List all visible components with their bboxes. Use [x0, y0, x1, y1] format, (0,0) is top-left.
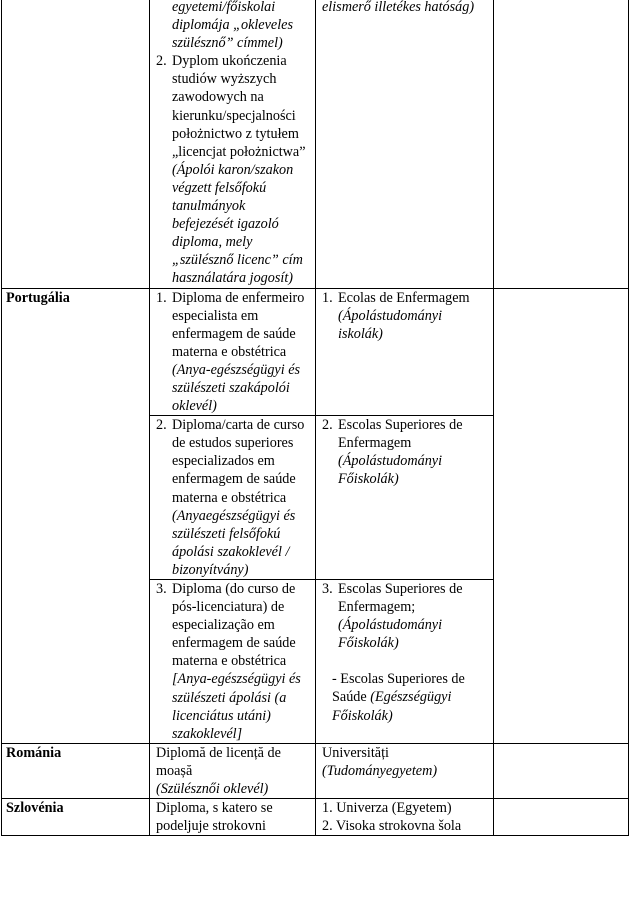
- institution-hu-cont: elismerő illetékes hatóság): [322, 0, 475, 15]
- diploma-cell: [150, 0, 316, 288]
- notes-cell: [494, 0, 629, 288]
- diploma-original: Diploma/carta de curso de estudos superiores especializados em enfermagem de saúde materna e obstétrica: [172, 417, 305, 506]
- item-number: 1.: [322, 289, 333, 306]
- diploma-original: Dyplom ukończenia studiów wyższych zawodowych na kierunku/specjalności położnictwo z tytułem „licencjat położnictwa”: [172, 53, 306, 160]
- table-row: [2, 799, 629, 836]
- table-row: [2, 288, 629, 416]
- notes-cell: [494, 799, 629, 836]
- notes-cell: [494, 743, 629, 798]
- diploma-cell: [150, 288, 316, 416]
- diploma-cell: [150, 799, 316, 836]
- diploma-hu: (Ápolói karon/szakon végzett felsőfokú tanulmányok befejezését igazoló diploma, mely „szülésznő licenc” cím használatára jogosít): [172, 161, 303, 287]
- institution-item-2: 2. Visoka strokovna šola: [322, 818, 462, 835]
- institution-hu: (Ápolástudományi Főiskolák): [338, 617, 443, 652]
- institution-original: Escolas Superiores de Enfermagem: [338, 417, 463, 452]
- institution-original: Escolas Superiores de Enfermagem;: [338, 581, 463, 616]
- notes-cell: [494, 288, 629, 743]
- item-number: 2.: [322, 417, 333, 434]
- diploma-hu: [Anya-egészségügyi és szülészeti ápolási (a licenciátus utáni) szakoklevél]: [172, 671, 301, 742]
- qualifications-table: [1, 0, 629, 836]
- institution-cell: [316, 0, 494, 288]
- diploma-hu: (Szülésznői oklevél): [156, 781, 269, 798]
- diploma-hu: (Anyaegészségügyi és szülészeti felsőfokú ápolási szakoklevél / bizonyítvány): [172, 507, 296, 578]
- country-cell: [2, 0, 150, 288]
- item-number: 1.: [156, 289, 167, 306]
- country-portugal: Portugália: [2, 288, 150, 743]
- country-romania: Románia: [2, 743, 150, 798]
- diploma-original: Diploma, s katero se podeljuje strokovni: [156, 800, 273, 835]
- item-number: 3.: [156, 581, 167, 597]
- institution-cell: [316, 288, 494, 416]
- diploma-cell: [150, 743, 316, 798]
- institution-item-1: 1. Univerza (Egyetem): [322, 800, 452, 817]
- diploma-original: Diplomă de licență de moașă: [156, 744, 281, 779]
- institution-cell: [316, 799, 494, 836]
- diploma-cell: [150, 580, 316, 744]
- diploma-hu-cont: egyetemi/főiskolai diplomája „okleveles szülésznő” címmel): [172, 0, 293, 52]
- institution-hu: (Ápolástudományi iskolák): [338, 307, 443, 342]
- table-row: [2, 743, 629, 798]
- institution-original: Ecolas de Enfermagem: [338, 289, 470, 306]
- institution-cell: [316, 416, 494, 580]
- institution-hu: (Tudományegyetem): [322, 762, 438, 779]
- institution-cell: [316, 743, 494, 798]
- institution-extra-hu: (Egészségügyi Főiskolák): [332, 689, 452, 724]
- table-row: [2, 0, 629, 288]
- diploma-cell: [150, 416, 316, 580]
- institution-cell: [316, 580, 494, 744]
- institution-hu: (Ápolástudományi Főiskolák): [338, 453, 443, 488]
- country-slovenia: Szlovénia: [2, 799, 150, 836]
- diploma-original: Diploma de enfermeiro especialista em enfermagem de saúde materna e obstétrica: [172, 289, 305, 360]
- item-number: 3.: [322, 581, 333, 597]
- institution-extra-original: - Escolas Superiores de Saúde: [332, 671, 465, 706]
- diploma-original: Diploma (do curso de pós-licenciatura) de especialização em enfermagem de saúde materna e obstétrica: [172, 581, 296, 670]
- item-number: 2.: [156, 53, 167, 70]
- diploma-item: [156, 52, 309, 287]
- diploma-hu: (Anya-egészségügyi és szülészeti szakápolói oklevél): [172, 361, 301, 415]
- institution-original: Universități: [322, 744, 389, 761]
- item-number: 2.: [156, 417, 167, 434]
- institution-extra: [322, 670, 487, 724]
